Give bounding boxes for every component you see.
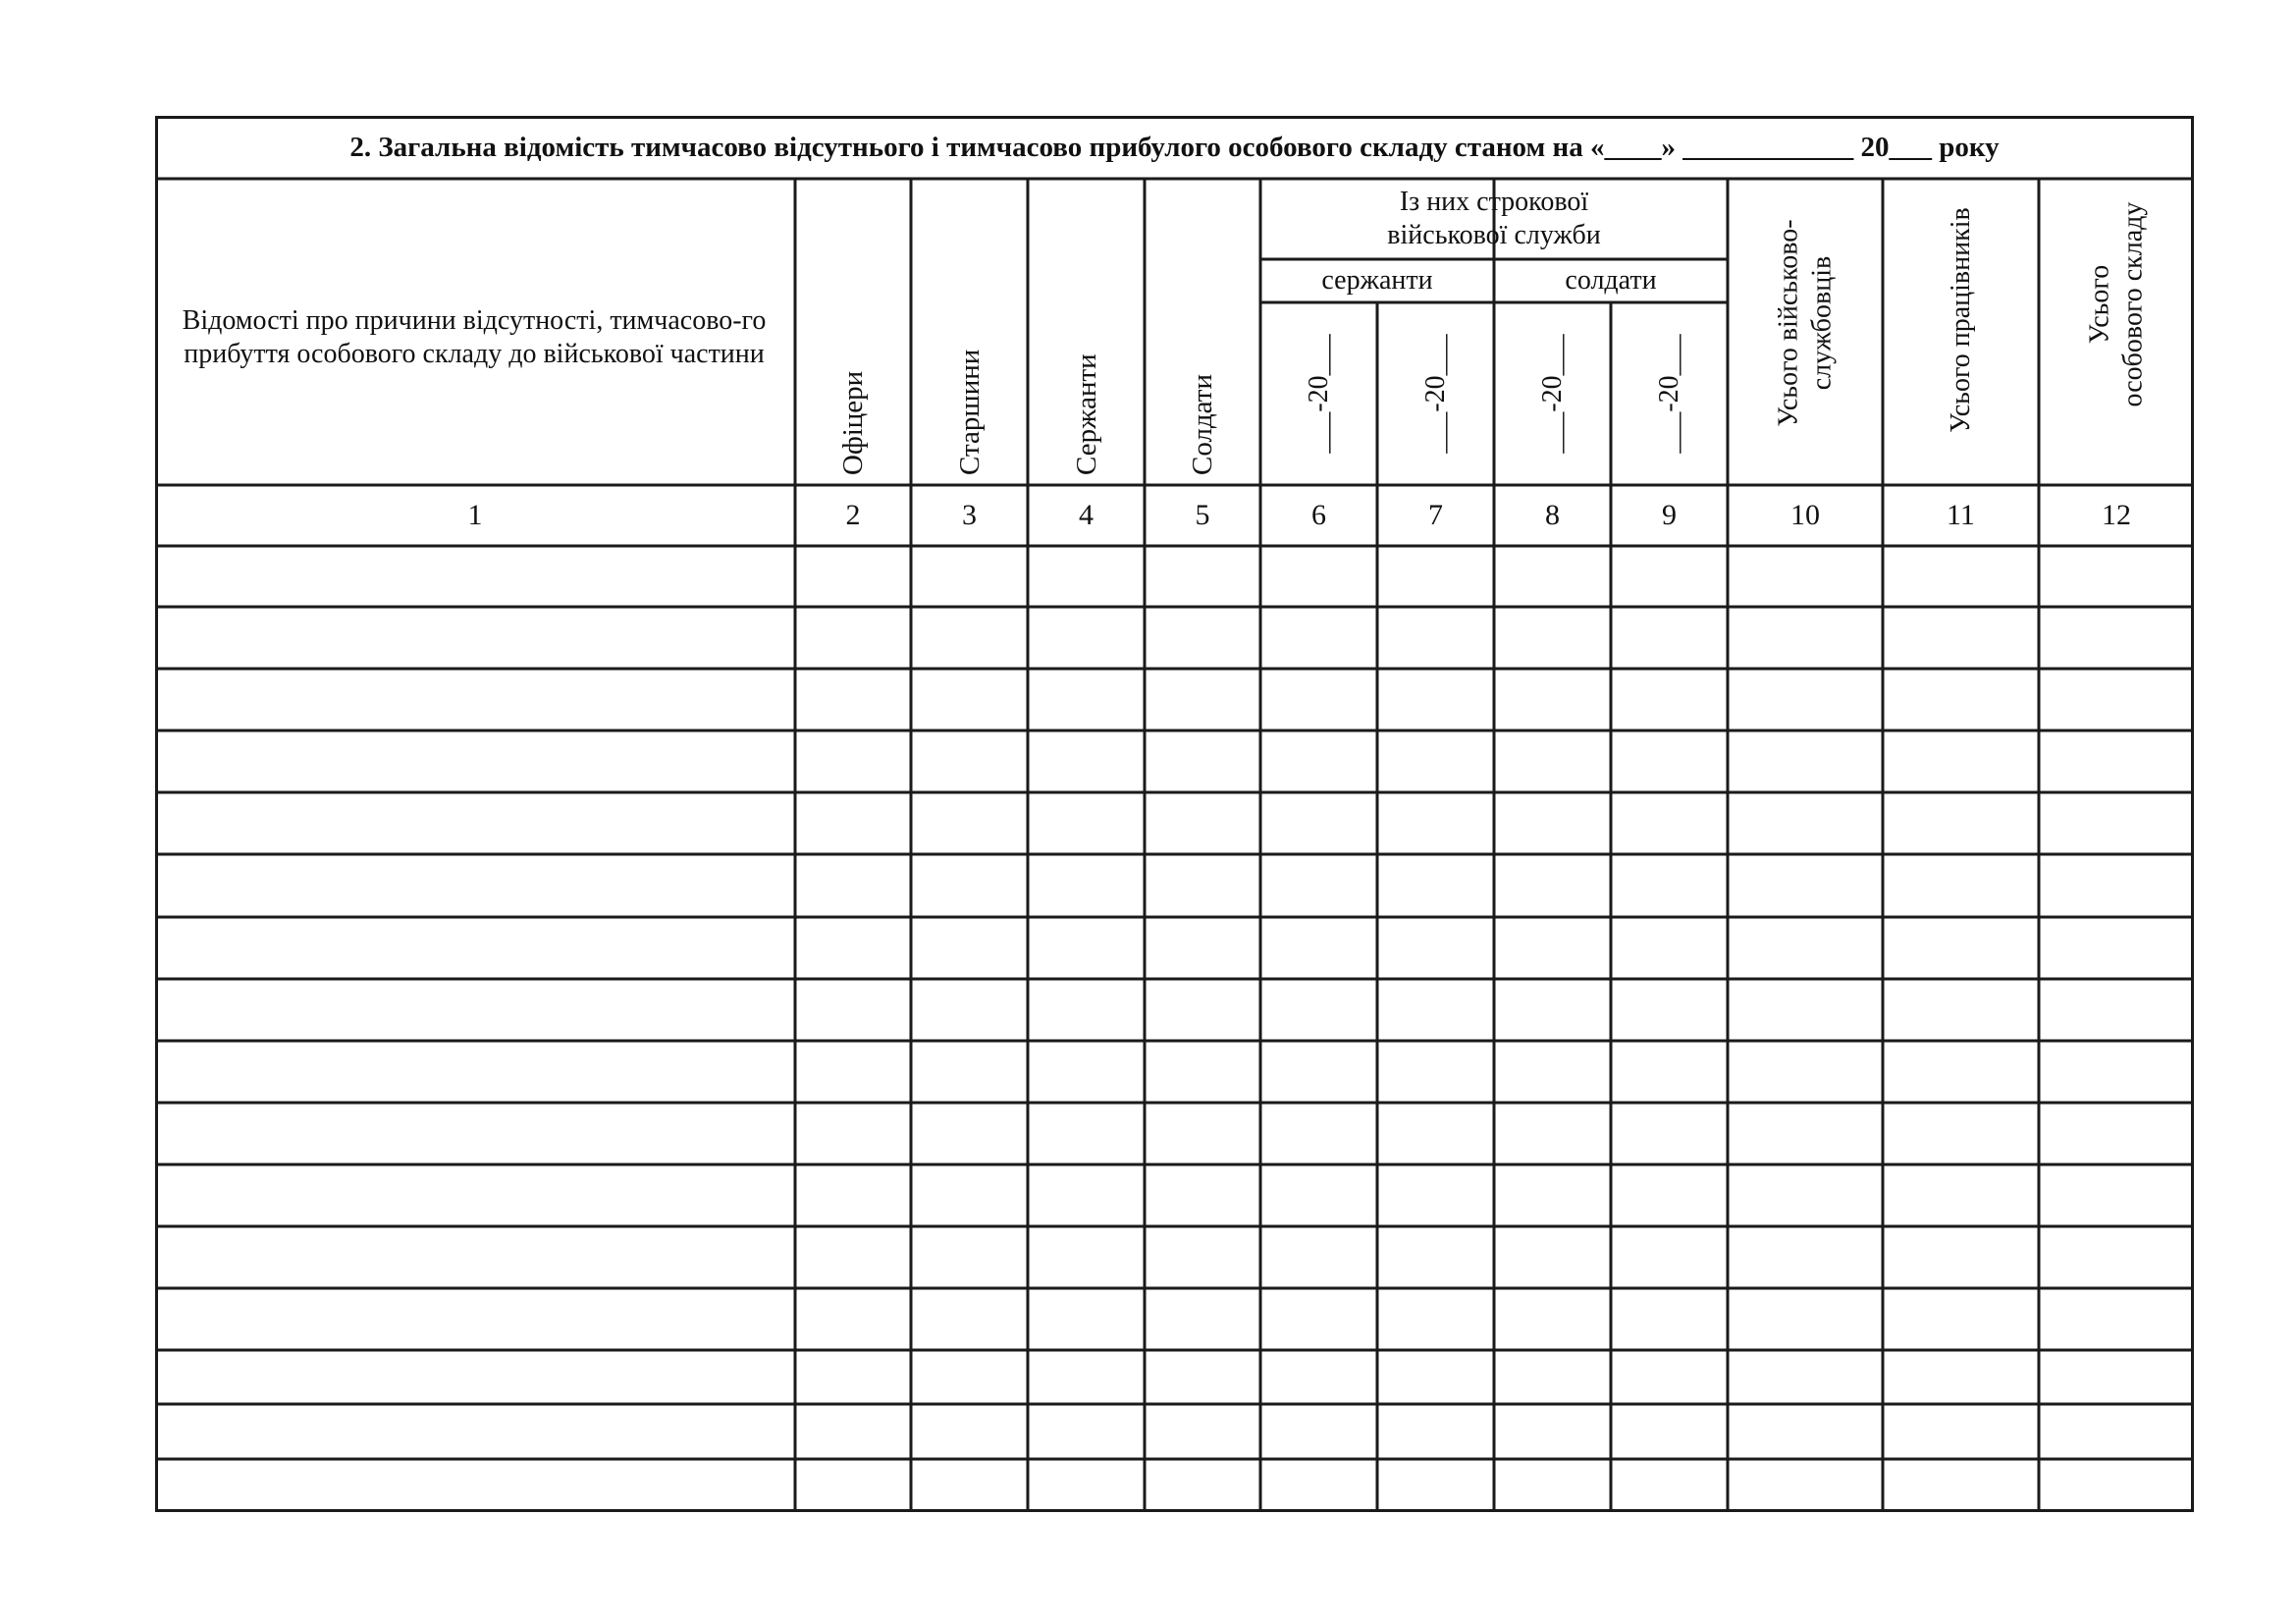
- col-number-9: 9: [1662, 499, 1677, 531]
- col-number-3: 3: [962, 499, 977, 531]
- col-number-7: 7: [1428, 499, 1443, 531]
- subheader-sergeants: сержанти: [1321, 265, 1433, 297]
- col-number-4: 4: [1079, 499, 1094, 531]
- header-conscripts-group: Із них строкової військової служби: [1387, 187, 1601, 250]
- personnel-absence-form: [155, 116, 2194, 1512]
- header-total-employees: Усього працівників: [1945, 206, 1976, 433]
- header-year-col9: ___-20___: [1653, 334, 1684, 454]
- header-officers: Офіцери: [837, 370, 869, 475]
- col-number-10: 10: [1790, 499, 1820, 531]
- header-year-col8: ___-20___: [1536, 334, 1568, 454]
- header-year-col7: ___-20___: [1419, 334, 1451, 454]
- col-number-5: 5: [1195, 499, 1210, 531]
- header-year-col6: ___-20___: [1303, 334, 1334, 454]
- header-total-servicemen: Усього військово- службовців: [1773, 219, 1837, 427]
- col-number-2: 2: [845, 499, 861, 531]
- header-absence-reasons: Відомості про причини відсутності, тимчасово-го прибуття особового складу до військової частини: [182, 304, 767, 369]
- subheader-soldiers: солдати: [1565, 265, 1657, 297]
- header-total-personnel: Усього особового складу: [2084, 201, 2148, 407]
- col-number-6: 6: [1311, 499, 1326, 531]
- header-warrant-officers: Старшини: [953, 349, 986, 475]
- header-sergeants: Сержанти: [1070, 353, 1102, 475]
- header-soldiers: Солдати: [1187, 373, 1218, 475]
- col-number-1: 1: [467, 499, 483, 531]
- col-number-12: 12: [2102, 499, 2131, 531]
- form-title: 2. Загальна відомість тимчасово відсутнього і тимчасово прибулого особового складу станом на «____» ____________ 20___ року: [349, 131, 2000, 163]
- col-number-11: 11: [1947, 499, 1975, 531]
- col-number-8: 8: [1545, 499, 1560, 531]
